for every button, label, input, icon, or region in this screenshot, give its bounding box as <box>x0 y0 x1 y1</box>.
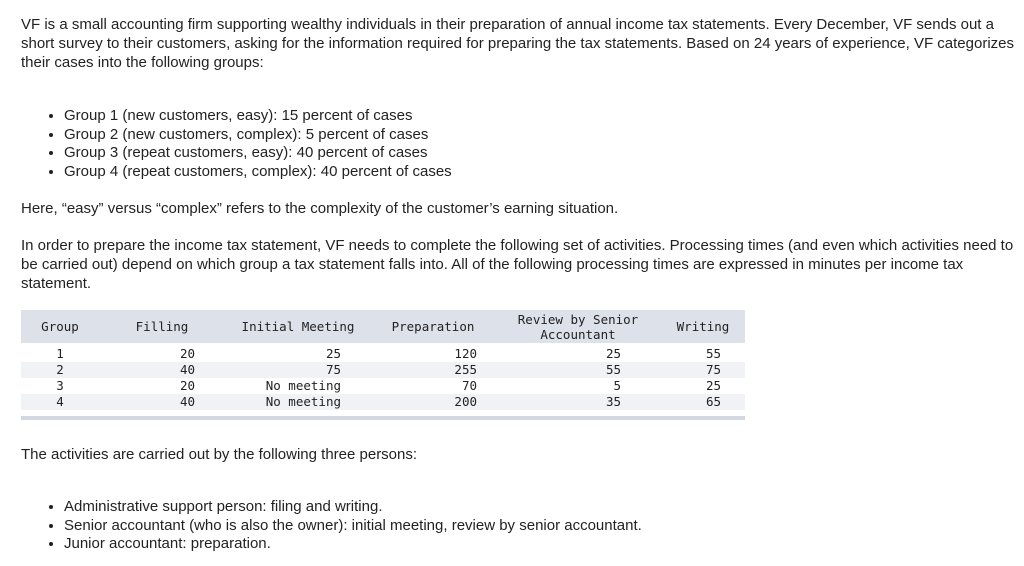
easy-complex-note: Here, “easy” versus “complex” refers to the complexity of the customer’s earning situation. <box>21 200 619 217</box>
header-review: Review by Senior Accountant <box>517 311 639 342</box>
processing-times-table <box>21 310 745 420</box>
header-group: Group <box>41 319 79 334</box>
list-item: • Group 3 (repeat customers, easy): 40 percent of cases <box>64 144 964 163</box>
cell-group: 1 <box>21 343 99 362</box>
cell-writing: 55 <box>661 343 745 362</box>
activities-paragraph: In order to prepare the income tax statement, VF needs to complete the following set of activities. Processing times (and even which activities need to be carried out) depend on which group a tax statement falls into. All of the following processing times are expressed in minutes per income tax statement. <box>21 237 1014 292</box>
cell-preparation: 120 <box>371 343 495 362</box>
table-row <box>21 362 745 378</box>
header-writing: Writing <box>676 319 730 334</box>
list-item: • Junior accountant: preparation. <box>64 535 964 554</box>
list-item: • Group 4 (repeat customers, complex): 40 percent of cases <box>64 163 964 182</box>
cell-group: 2 <box>21 362 99 378</box>
header-preparation: Preparation <box>391 319 475 334</box>
persons-list <box>44 498 964 554</box>
list-item: • Group 2 (new customers, complex): 5 percent of cases <box>64 126 964 145</box>
table-bottom-rule <box>21 416 745 420</box>
table-row <box>21 394 745 410</box>
cell-initial-meeting: No meeting <box>225 378 371 394</box>
cell-writing: 25 <box>661 378 745 394</box>
cell-review: 25 <box>495 343 661 362</box>
cell-review: 5 <box>495 378 661 394</box>
cell-initial-meeting: No meeting <box>225 394 371 410</box>
header-initial-meeting: Initial Meeting <box>241 319 355 334</box>
cell-group: 4 <box>21 394 99 410</box>
cell-writing: 75 <box>661 362 745 378</box>
cell-filling: 40 <box>99 362 225 378</box>
cell-review: 35 <box>495 394 661 410</box>
cell-initial-meeting: 75 <box>225 362 371 378</box>
cell-review: 55 <box>495 362 661 378</box>
intro-paragraph: VF is a small accounting firm supporting wealthy individuals in their preparation of annual income tax statements. Every December, VF sends out a short survey to their customers, asking for the information required for preparing the tax statements. Based on 24 years of experience, VF categorizes their cases into the following groups: <box>21 16 1014 71</box>
cell-writing: 65 <box>661 394 745 410</box>
cell-preparation: 70 <box>371 378 495 394</box>
cell-preparation: 255 <box>371 362 495 378</box>
table-header-row <box>21 310 745 343</box>
cell-initial-meeting: 25 <box>225 343 371 362</box>
groups-list <box>44 107 964 181</box>
cell-group: 3 <box>21 378 99 394</box>
list-item: • Group 1 (new customers, easy): 15 percent of cases <box>64 107 964 126</box>
table-row <box>21 378 745 394</box>
cell-preparation: 200 <box>371 394 495 410</box>
header-filling: Filling <box>135 319 189 334</box>
cell-filling: 20 <box>99 378 225 394</box>
persons-intro: The activities are carried out by the following three persons: <box>21 446 418 463</box>
list-item: • Senior accountant (who is also the owner): initial meeting, review by senior accountant. <box>64 517 964 536</box>
list-item: • Administrative support person: filing and writing. <box>64 498 964 517</box>
cell-filling: 40 <box>99 394 225 410</box>
cell-filling: 20 <box>99 343 225 362</box>
table-row <box>21 343 745 362</box>
